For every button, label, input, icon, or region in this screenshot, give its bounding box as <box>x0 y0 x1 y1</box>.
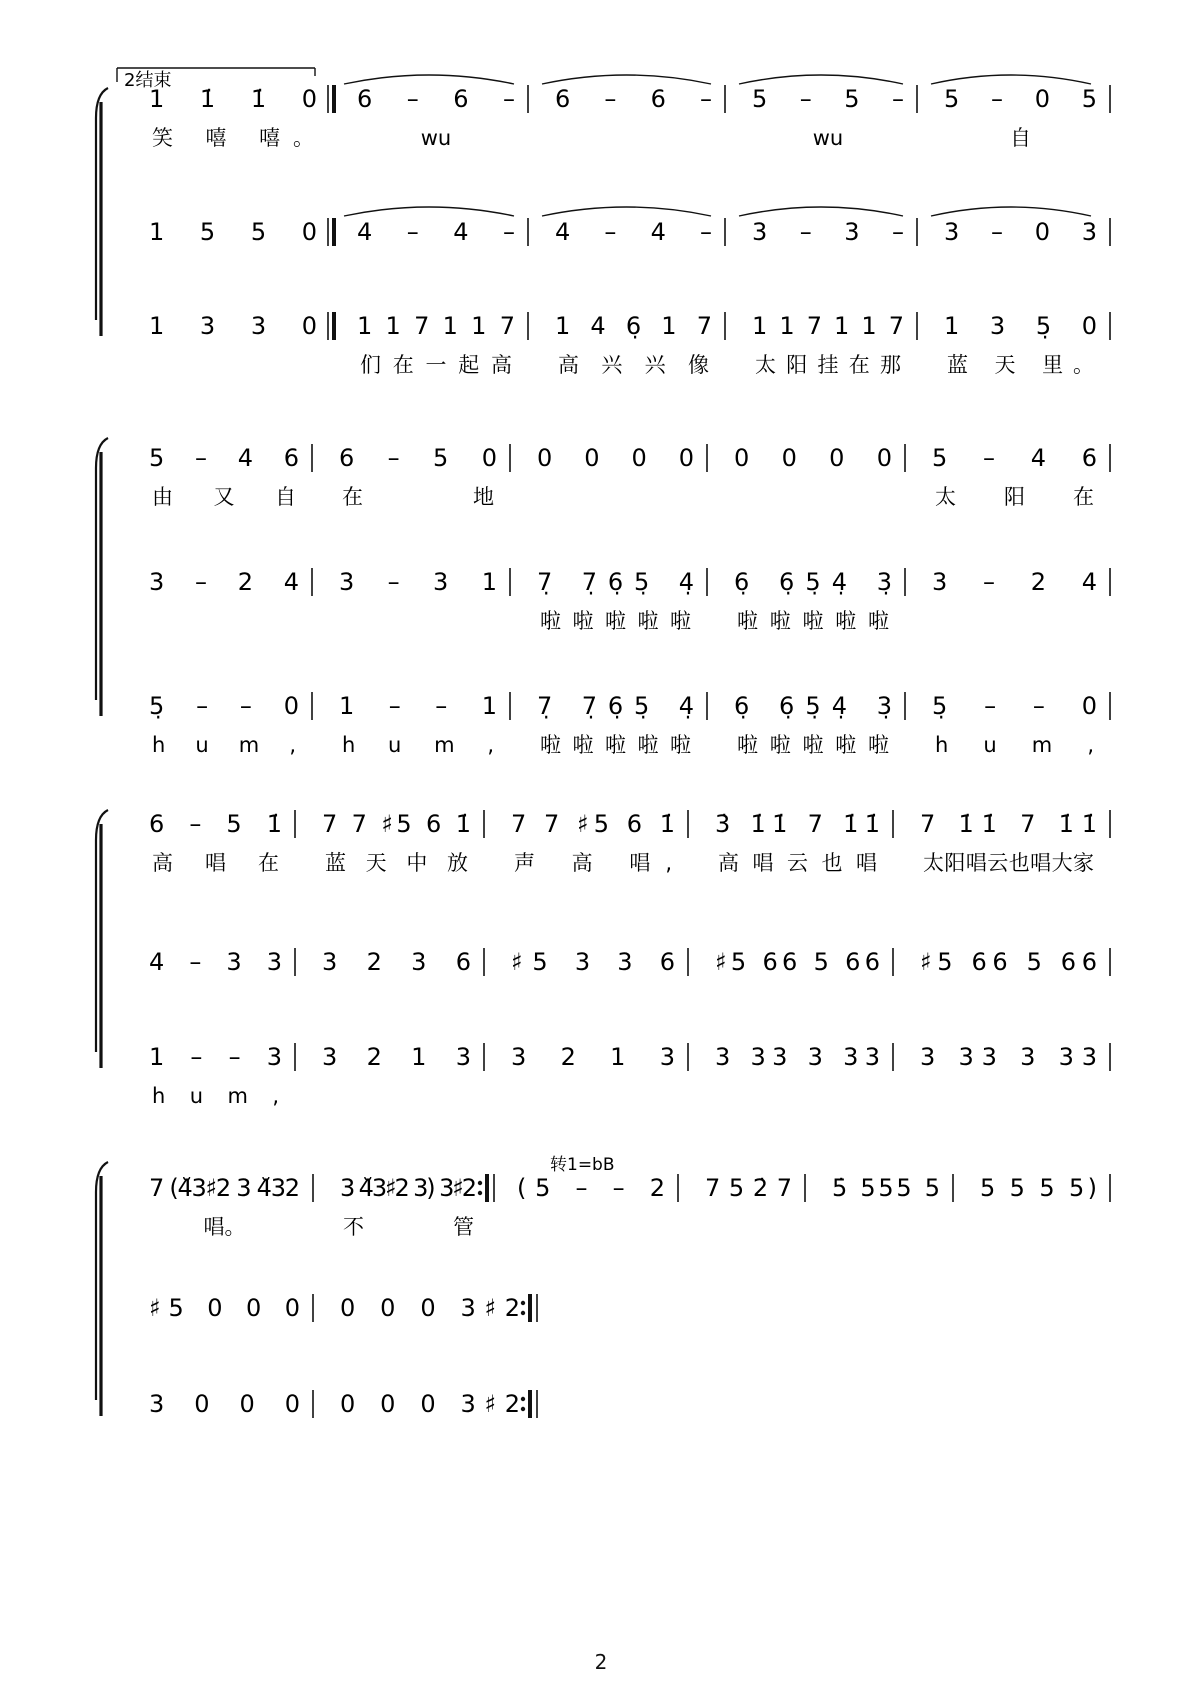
measure-notes: 5 – 0 5 <box>944 85 1097 113</box>
measure-notes: 6 – 6 – <box>555 85 712 113</box>
measure-notes: 4 – 4 – <box>555 218 712 246</box>
measure-notes: 5 – 4 6 <box>932 444 1097 472</box>
lyric-text: wu <box>812 126 844 150</box>
repeat-dot <box>521 1397 525 1401</box>
measure-notes: 3 2 1 3 <box>322 1043 471 1071</box>
lyric-text: 太 阳 唱 云 也 唱 大 家 <box>923 851 1094 875</box>
measure-notes: 5 – 4 6 <box>149 444 299 472</box>
page-number: 2 <box>594 1650 608 1674</box>
measure-notes: ♯5 3 3 6 <box>511 948 675 976</box>
measure-notes: 3 33 3 33 <box>715 1043 880 1071</box>
measure-notes: 5 – 5 – <box>752 85 904 113</box>
tie-arc <box>739 207 903 216</box>
lyric-text: hum, <box>935 733 1094 757</box>
lyric-text: 高 唱 云 也 唱 <box>718 851 877 875</box>
measure-notes: 1 1̇ 1̇ 0 <box>149 85 317 113</box>
lyric-text: 蓝 天 里。 <box>947 353 1094 377</box>
measure-notes: 7 7 ♯5 6 1̇ <box>322 810 471 838</box>
measure-notes: 7̣ 7̣6̣5̣ 4̣ <box>537 568 694 596</box>
repeat-dot <box>478 1181 482 1185</box>
measure-notes: 7̣ 7̣6̣5̣ 4̣ <box>537 692 694 720</box>
lyric-text: 啦 啦 啦 啦 啦 <box>737 733 889 757</box>
lyric-text: 们 在 一 起 高 <box>360 353 512 377</box>
measure-notes: 3 0 0 0 <box>149 1390 300 1418</box>
measure-notes: 3 – 3 – <box>752 218 904 246</box>
lyric-text: 啦 啦 啦 啦 啦 <box>737 609 889 633</box>
lyric-text: 啦 啦 啦 啦 啦 <box>540 733 691 757</box>
measure-notes: 1 5 5 0 <box>149 218 317 246</box>
lyric-text: 在 地 <box>342 485 494 509</box>
lyric-text: 高 兴 兴 像 <box>558 353 709 377</box>
lyric-text: 声 高 唱, <box>514 851 672 875</box>
volta-label: 2结束 <box>124 70 172 91</box>
measure-notes: 7 5 2̇ 7 <box>705 1174 792 1202</box>
measure-notes: 4 – 4 – <box>357 218 515 246</box>
measure-notes: 1 1 7 1 1 7 <box>357 312 515 340</box>
lyric-text: 自 <box>1010 126 1031 150</box>
measure-notes: 1 4 6̣ 1 7 <box>555 312 712 340</box>
measure-notes: 3 – 2 4 <box>149 568 299 596</box>
measure-notes: 0 0 0 0 <box>537 444 694 472</box>
repeat-dot <box>478 1191 482 1195</box>
lyric-text: 由 又 自 <box>152 485 296 509</box>
lyric-text: 高 唱 在 <box>152 851 279 875</box>
repeat-dot <box>521 1311 525 1315</box>
measure-notes: 4 – 3 3 <box>149 948 282 976</box>
measure-notes: 5̣ – – 0 <box>932 692 1097 720</box>
measure-notes: 3 – 2 4 <box>932 568 1097 596</box>
lyric-text: 太 阳 挂 在 那 <box>755 353 901 377</box>
measure-notes: 1 1 7 1 1 7 <box>752 312 904 340</box>
lyric-text: 啦 啦 啦 啦 啦 <box>540 609 691 633</box>
measure-notes: 3 2 1 3 <box>511 1043 675 1071</box>
measure-notes: 6 – 6 – <box>357 85 515 113</box>
measure-notes: 3 33 3 33 <box>920 1043 1097 1071</box>
measure-notes: 3 4̆3♯2 3) 3♯2 <box>340 1174 477 1202</box>
measure-notes: 6̣ 6̣5̣4̣ 3̣ <box>734 692 892 720</box>
measure-notes: 6 – 5 0 <box>339 444 497 472</box>
measure-notes: 7 7 ♯5 6 1̇ <box>511 810 675 838</box>
measure-notes: 6 – 5 1̇ <box>149 810 282 838</box>
lyric-text: wu <box>420 126 452 150</box>
tie-arc <box>542 207 711 216</box>
lyric-text: 太 阳 在 <box>935 485 1094 509</box>
measure-notes: 1 3 3 0 <box>149 312 317 340</box>
measure-notes: (5 – – 2 <box>517 1174 665 1202</box>
measure-notes: 5̣ – – 0 <box>149 692 299 720</box>
measure-notes: 1 – – 3 <box>149 1043 282 1071</box>
tie-arc <box>344 75 514 84</box>
measure-notes: 5̇ 555 5 <box>832 1174 940 1202</box>
modulation-label: 转1=bB <box>550 1155 615 1175</box>
tie-arc <box>739 75 903 84</box>
tie-arc <box>344 207 514 216</box>
lyric-text: hum, <box>152 1084 279 1108</box>
measure-notes: 1 3 5̣ 0 <box>944 312 1097 340</box>
repeat-dot <box>521 1407 525 1411</box>
measure-notes: 0 0 0 0 <box>734 444 892 472</box>
measure-notes: 3 – 3 1 <box>339 568 497 596</box>
repeat-dot <box>521 1301 525 1305</box>
measure-notes: 0 0 0 3♯2 <box>340 1294 520 1322</box>
measure-notes: 7 1̇1̇ 7 1̇1̇ <box>920 810 1097 838</box>
lyric-text: 唱。 <box>203 1215 246 1239</box>
measure-notes: ♯5 66 5 66 <box>920 948 1097 976</box>
measure-notes: 3 – 0 3 <box>944 218 1097 246</box>
measure-notes: 1 – – 1 <box>339 692 497 720</box>
measure-notes: 3 2 3 6 <box>322 948 471 976</box>
tie-arc <box>542 75 711 84</box>
measure-notes: 7 (4̆3♯2 3 4̆32 <box>149 1174 300 1202</box>
measure-notes: 5 5 5 5) <box>980 1174 1097 1202</box>
lyric-text: 笑 嘻 嘻。 <box>152 126 314 150</box>
measure-notes: 0 0 0 3♯2 <box>340 1390 520 1418</box>
lyric-text: 蓝 天 中 放 <box>325 851 468 875</box>
lyric-text: hum, <box>152 733 296 757</box>
measure-notes: ♯5 0 0 0 <box>149 1294 300 1322</box>
lyric-text: 不 管 <box>343 1215 474 1239</box>
tie-arc <box>931 75 1091 84</box>
lyric-text: hum, <box>342 733 494 757</box>
measure-notes: 3̇ 1̇1̇ 7 1̇1̇ <box>715 810 880 838</box>
measure-notes: 6̣ 6̣5̣4̣ 3̣ <box>734 568 892 596</box>
measure-notes: ♯5 66 5 66 <box>715 948 880 976</box>
tie-arc <box>931 207 1091 216</box>
